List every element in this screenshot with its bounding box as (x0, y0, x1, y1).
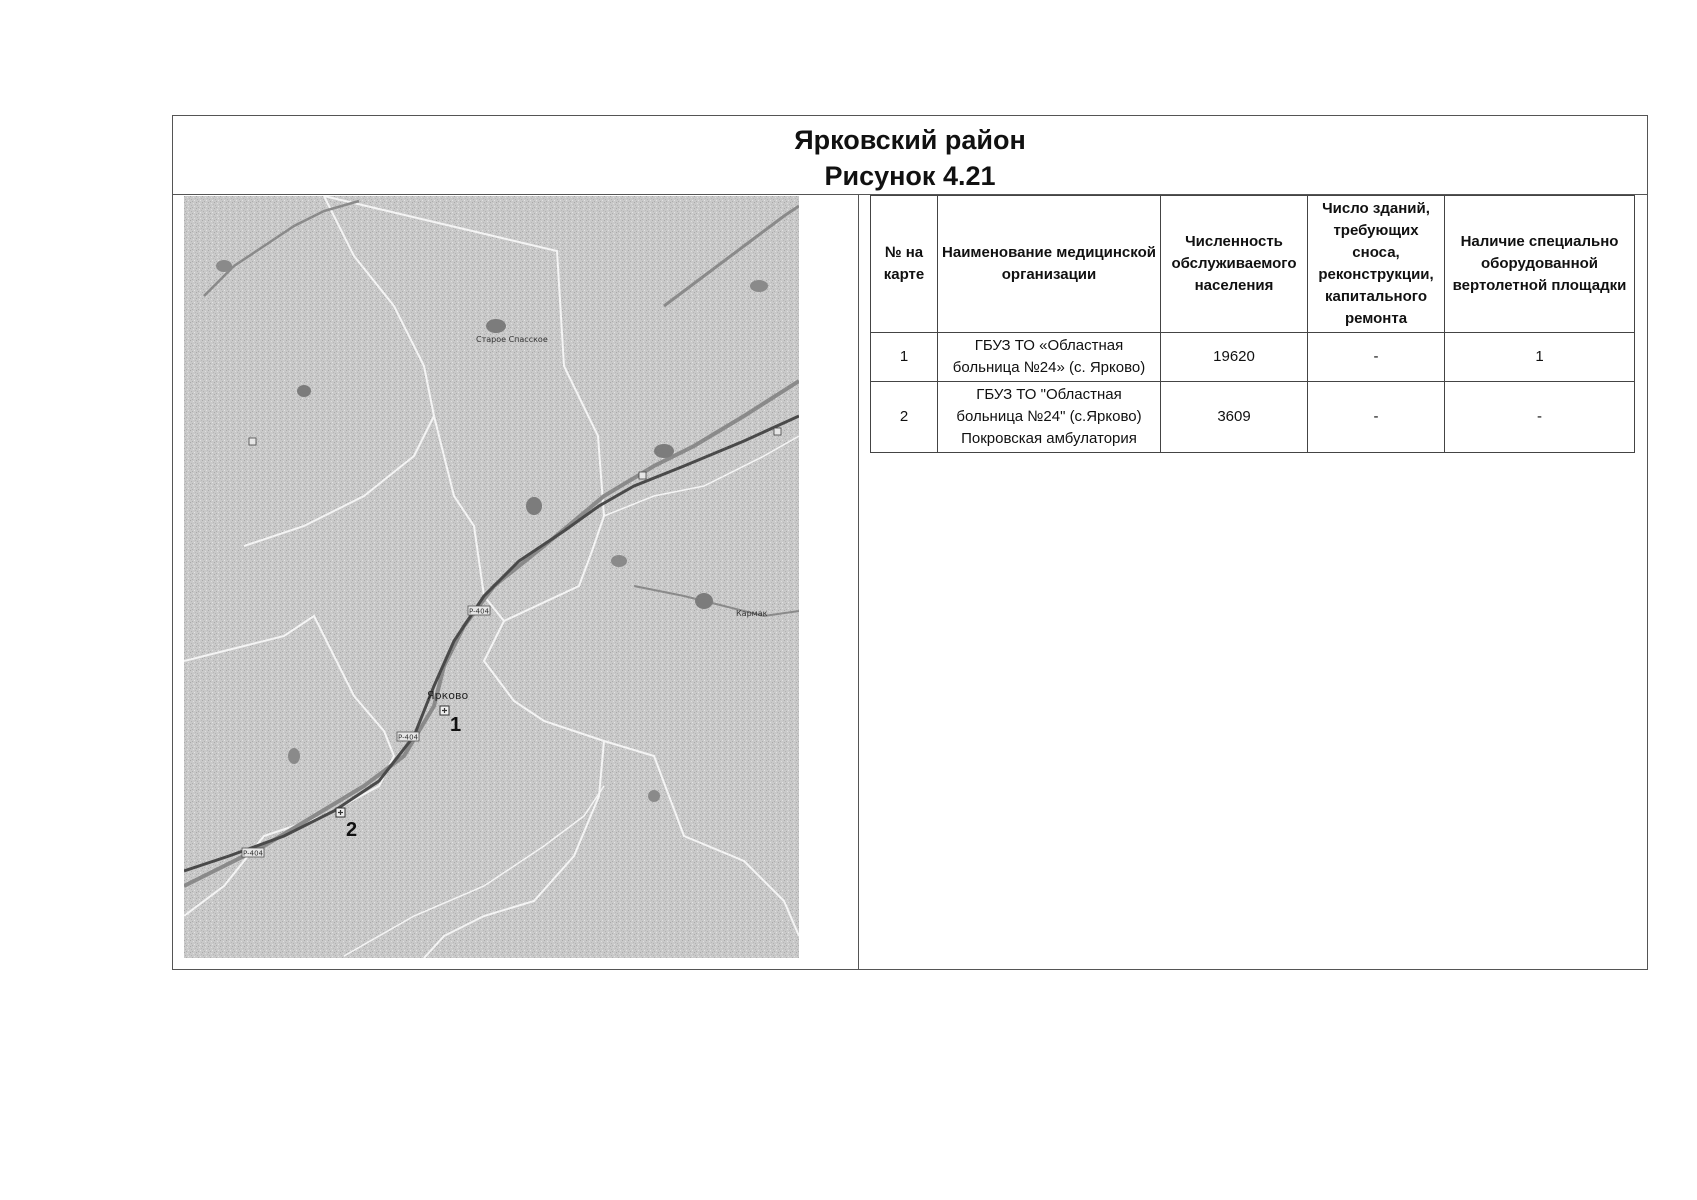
cell-num: 2 (871, 382, 938, 453)
cell-helipad: - (1445, 382, 1635, 453)
facility-icon (249, 438, 256, 445)
cell-name: ГБУЗ ТО "Областная больница №24" (с.Ярково) Покровская амбулатория (938, 382, 1161, 453)
cell-num: 1 (871, 333, 938, 382)
cell-buildings: - (1308, 382, 1445, 453)
cell-name: ГБУЗ ТО «Областная больница №24» (с. Ярково) (938, 333, 1161, 382)
lake (695, 593, 713, 609)
cell-population: 19620 (1161, 333, 1308, 382)
table-header-row (871, 196, 1635, 333)
lake (526, 497, 542, 515)
cell-population: 3609 (1161, 382, 1308, 453)
svg-text:Р-404: Р-404 (242, 849, 264, 858)
road-label (242, 848, 264, 858)
table-row (871, 333, 1635, 382)
cell-buildings: - (1308, 333, 1445, 382)
marker-number: 1 (450, 714, 462, 736)
column-header-buildings: Число зданий, требующих сноса, реконструкции, капитального ремонта (1308, 196, 1445, 333)
village-label-right: Кармак (736, 609, 768, 618)
figure-caption: Рисунок 4.21 (824, 161, 996, 191)
svg-text:Р-404: Р-404 (397, 733, 419, 742)
village-label-main: Ярково (427, 689, 469, 702)
lake (750, 280, 768, 292)
table-row (871, 382, 1635, 453)
facility-table (870, 195, 1635, 453)
column-header-num: № на карте (871, 196, 938, 333)
lake (288, 748, 300, 764)
lake (297, 385, 311, 397)
cell-helipad: 1 (1445, 333, 1635, 382)
road-label (397, 732, 419, 742)
lake (648, 790, 660, 802)
map-background (184, 196, 799, 958)
village-label-top: Старое Спасское (476, 335, 548, 344)
column-divider (858, 194, 859, 969)
lake (654, 444, 674, 458)
facility-icon (774, 428, 781, 435)
lake (486, 319, 506, 333)
lake (611, 555, 627, 567)
column-header-name: Наименование медицинской организации (938, 196, 1161, 333)
svg-text:Р-404: Р-404 (468, 607, 490, 616)
title-box (173, 116, 1647, 195)
page-title: Ярковский район (794, 125, 1026, 155)
marker-number: 2 (346, 819, 358, 841)
lake (216, 260, 232, 272)
document-frame (172, 115, 1648, 970)
facility-icon (639, 472, 646, 479)
district-map[interactable] (184, 196, 799, 958)
column-header-population: Численность обслуживаемого населения (1161, 196, 1308, 333)
road-label (468, 606, 490, 616)
column-header-helipad: Наличие специально оборудованной вертолетной площадки (1445, 196, 1635, 333)
